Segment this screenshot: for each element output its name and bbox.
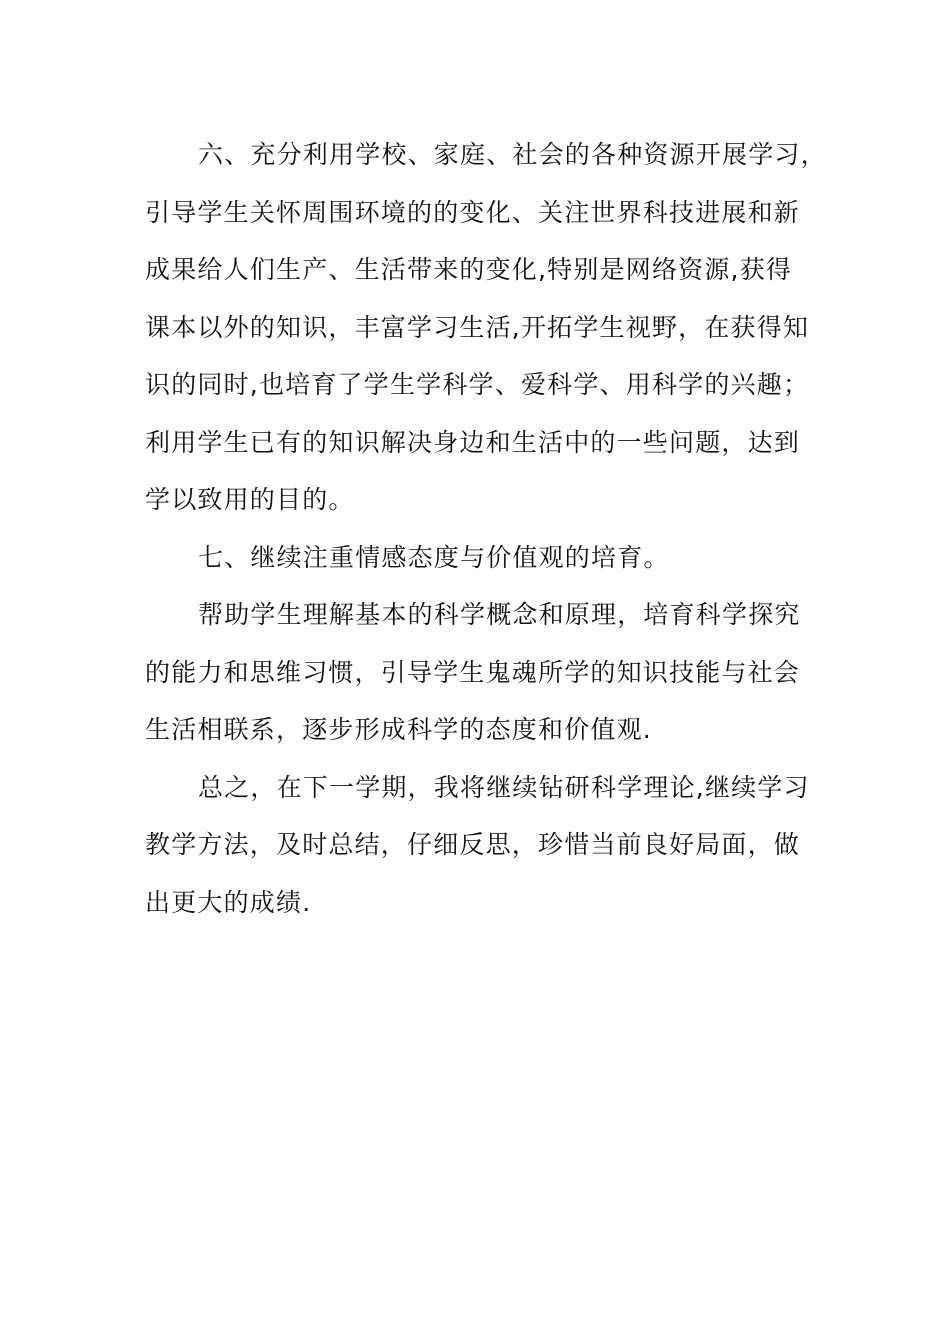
paragraph-line: 的能力和思维习惯，引导学生鬼魂所学的知识技能与社会 [145, 657, 801, 687]
paragraph-line: 课本以外的知识，丰富学习生活,开拓学生视野，在获得知 [145, 312, 810, 342]
paragraph-values-heading [145, 535, 817, 580]
paragraph-line: 引导学生关怀周围环境的的变化、关注世界科技进展和新 [145, 197, 801, 227]
paragraph-line: 利用学生已有的知识解决身边和生活中的一些问题，达到 [145, 427, 801, 457]
paragraph-line: 教学方法，及时总结，仔细反思，珍惜当前良好局面，做 [145, 830, 801, 859]
paragraph-summary [145, 765, 817, 925]
paragraph-line: 七、继续注重情感态度与价值观的培育。 [198, 542, 670, 572]
paragraph-line: 出更大的成绩. [145, 887, 312, 917]
document-body [145, 132, 827, 937]
paragraph-concepts [145, 592, 817, 752]
paragraph-line: 帮助学生理解基本的科学概念和原理，培育科学探究 [198, 600, 801, 629]
paragraph-line: 学以致用的目的。 [145, 485, 355, 514]
paragraph-line: 生活相联系，逐步形成科学的态度和价值观. [145, 715, 652, 744]
paragraph-line: 总之，在下一学期，我将继续钻研科学理论,继续学习 [198, 772, 810, 802]
paragraph-line: 六、充分利用学校、家庭、社会的各种资源开展学习， [198, 140, 827, 169]
paragraph-resources [145, 132, 827, 522]
paragraph-line: 成果给人们生产、生活带来的变化,特别是网络资源,获得 [145, 255, 793, 284]
paragraph-line: 识的同时,也培育了学生学科学、爱科学、用科学的兴趣； [145, 370, 810, 399]
